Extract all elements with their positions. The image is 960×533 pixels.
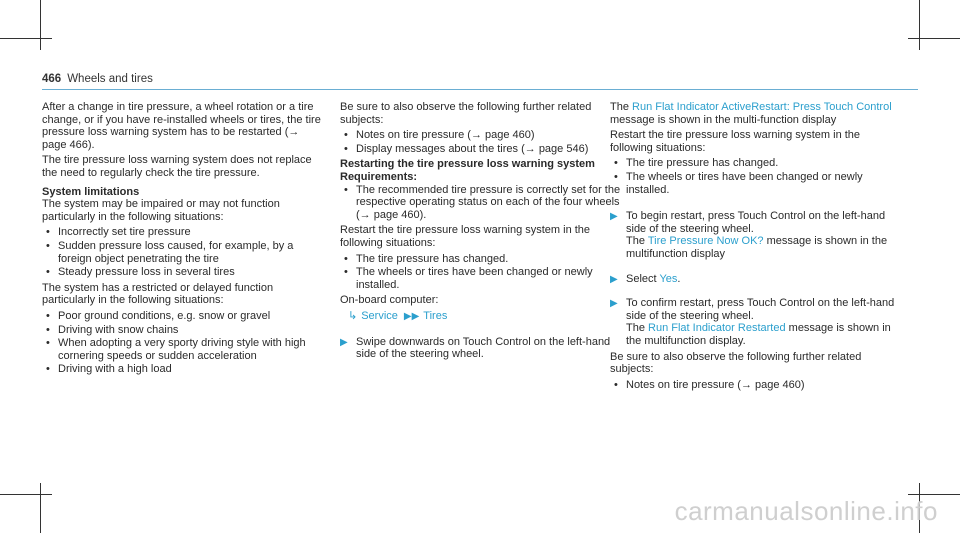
column-1 xyxy=(42,101,324,379)
instruction-step: ▶ To begin restart, press Touch Control on the left-hand side of the steering wheel. The Tire Pressure Now OK? message is shown in the multifunction display xyxy=(610,210,888,260)
menu-item-tires[interactable]: Tires xyxy=(423,309,448,322)
list-item: • Incorrectly set tire pressure xyxy=(42,226,324,239)
watermark: carmanualsonline.info xyxy=(674,496,938,526)
list-item: • The tire pressure has changed. xyxy=(610,157,900,170)
paragraph: The Run Flat Indicator ActiveRestart: Press Touch Control message is shown in the multi-function display xyxy=(610,101,892,126)
bullet-list xyxy=(340,253,622,292)
bullet-list xyxy=(340,184,622,222)
list-item: • Notes on tire pressure (→ page 460) xyxy=(610,379,900,392)
list-item: • Driving with snow chains xyxy=(42,324,324,337)
step-arrow-icon: ▶ xyxy=(610,298,618,310)
display-message: Run Flat Indicator ActiveRestart: Press Touch Control xyxy=(632,101,892,113)
paragraph: The tire pressure loss warning system does not replace the need to regularly check the tire pressure. xyxy=(42,154,312,179)
bullet-list xyxy=(610,157,900,196)
step-arrow-icon: ▶ xyxy=(340,336,348,348)
paragraph: After a change in tire pressure, a wheel rotation or a tire change, or if you have re-installed wheels or tires, the tire pressure loss warning system has to be restarted (→ page 466). xyxy=(42,101,321,151)
column-3 xyxy=(610,101,900,394)
step-arrow-icon: ▶ xyxy=(610,273,618,285)
page-header xyxy=(42,73,153,85)
section-title: Wheels and tires xyxy=(67,73,153,85)
crop-mark xyxy=(908,38,960,39)
list-item: • Driving with a high load xyxy=(42,363,324,376)
page-reference[interactable]: page 460 xyxy=(755,378,801,391)
crop-mark xyxy=(40,0,41,50)
arrow-icon: → xyxy=(740,378,752,391)
list-item: • The wheels or tires have been changed or newly installed. xyxy=(610,171,900,196)
double-chevron-icon: ▶▶ xyxy=(403,310,420,322)
menu-path xyxy=(340,310,622,324)
paragraph: Be sure to also observe the following further related subjects: xyxy=(340,101,592,126)
list-item: • The wheels or tires have been changed or newly installed. xyxy=(340,266,622,291)
page-reference[interactable]: page 460 xyxy=(373,208,420,221)
paragraph: Restart the tire pressure loss warning system in the following situations: xyxy=(340,224,591,249)
return-arrow-icon: ↳ xyxy=(348,309,358,322)
section-heading: Restarting the tire pressure loss warning system xyxy=(340,158,595,171)
paragraph: The system may be impaired or may not function particularly in the following situations: xyxy=(42,198,280,223)
list-item: • Sudden pressure loss caused, for example, by a foreign object penetrating the tire xyxy=(42,240,324,265)
page-reference[interactable]: page 546 xyxy=(538,142,585,155)
step-arrow-icon: ▶ xyxy=(610,211,618,223)
column-2 xyxy=(340,101,622,364)
instruction-step: ▶ Select Yes. xyxy=(610,272,681,285)
list-item: • When adopting a very sporty driving style with high cornering speeds or sudden acceleration xyxy=(42,337,324,362)
paragraph: Restart the tire pressure loss warning system in the following situations: xyxy=(610,129,861,154)
list-item: • The tire pressure has changed. xyxy=(340,253,622,266)
menu-item-service[interactable]: Service xyxy=(361,309,398,322)
display-message: Tire Pressure Now OK? xyxy=(647,235,764,248)
paragraph: Be sure to also observe the following further related subjects: xyxy=(610,350,862,376)
page-reference[interactable]: page 466 xyxy=(42,138,88,151)
bullet-list xyxy=(610,379,900,392)
header-rule xyxy=(42,89,918,90)
instruction-step: ▶ To confirm restart, press Touch Control on the left-hand side of the steering wheel. The Run Flat Indicator Restarted message is shown in the multifunction display. xyxy=(610,297,895,347)
list-item: • Notes on tire pressure (→ page 460) xyxy=(340,129,622,142)
arrow-icon: → xyxy=(359,208,371,221)
crop-mark xyxy=(40,483,41,533)
crop-mark xyxy=(919,0,920,50)
bullet-list xyxy=(42,310,324,376)
arrow-icon: → xyxy=(288,126,300,139)
display-message: Run Flat Indicator Restarted xyxy=(648,322,786,335)
list-item: • Display messages about the tires (→ page 546) xyxy=(340,143,622,156)
list-item: • Poor ground conditions, e.g. snow or gravel xyxy=(42,310,324,323)
arrow-icon: → xyxy=(524,142,536,155)
crop-mark xyxy=(0,494,52,495)
page-reference[interactable]: page 460 xyxy=(485,129,531,142)
bullet-list xyxy=(340,129,622,155)
paragraph: The system has a restricted or delayed function particularly in the following situations: xyxy=(42,281,274,307)
display-option-yes[interactable]: Yes xyxy=(659,272,678,285)
paragraph: On-board computer: xyxy=(340,294,439,307)
section-heading: System limitations xyxy=(42,185,140,198)
subheading: Requirements: xyxy=(340,170,418,183)
crop-mark xyxy=(908,494,960,495)
instruction-step: ▶ Swipe downwards on Touch Control on the left-hand side of the steering wheel. xyxy=(340,335,611,361)
arrow-icon: → xyxy=(470,129,482,142)
list-item: • The recommended tire pressure is correctly set for the respective operating status on each of the four wheels (→ page 460). xyxy=(340,184,622,222)
bullet-list xyxy=(42,226,324,278)
list-item: • Steady pressure loss in several tires xyxy=(42,266,324,279)
page-number: 466 xyxy=(42,73,62,85)
crop-mark xyxy=(0,38,52,39)
